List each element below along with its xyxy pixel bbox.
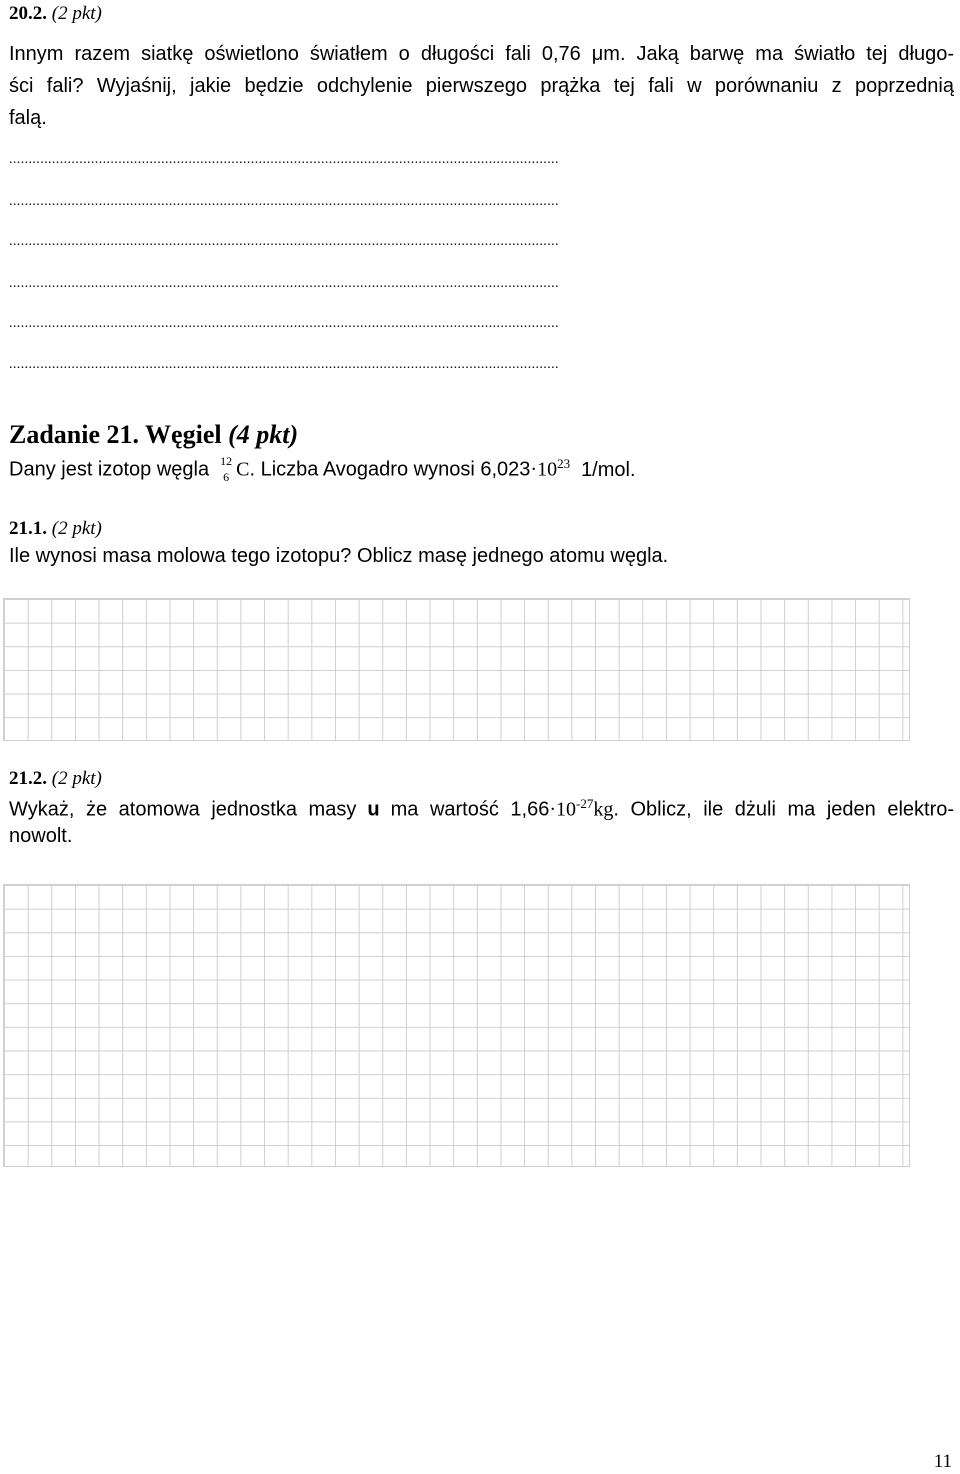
task-points: (2 pkt) (51, 3, 102, 24)
power-base: 10 (556, 798, 577, 821)
task-number: 20.2. (9, 3, 47, 24)
isotope-notation (220, 456, 236, 486)
multiply-dot: · (549, 798, 557, 821)
question-line-2: nowolt. (9, 824, 73, 847)
task-points: (2 pkt) (51, 768, 102, 789)
intro-text-a: Dany jest izotop węgla (9, 458, 210, 481)
intro-text-b: . Liczba Avogadro wynosi 6,023 (249, 458, 531, 481)
task-21-1-question: Ile wynosi masa molowa tego izotopu? Oblicz masę jednego atomu węgla. (9, 545, 669, 567)
task-20-2-question (9, 38, 954, 134)
task-21-points: (4 pkt) (228, 420, 299, 449)
q-text-b: ma wartość 1,66 (390, 798, 550, 821)
element-symbol: C (236, 458, 250, 481)
task-20-2-heading (9, 3, 102, 25)
q-unit-u: u (367, 798, 380, 821)
power-exponent: 23 (557, 456, 571, 471)
question-line-1: Innym razem siatkę oświetlono światłem o długości fali 0,76 μm. Jaką barwę ma światło tej długo- (9, 43, 954, 65)
task-21-title (9, 420, 298, 450)
task-number: 21.2. (9, 768, 47, 789)
task-number: 21.1. (9, 518, 47, 539)
answer-line-2[interactable]: ............................................................................................................................................. (9, 194, 559, 209)
task-21-2-question (9, 796, 954, 848)
answer-grid-21-2[interactable] (3, 884, 910, 1167)
task-points: (2 pkt) (51, 518, 102, 539)
answer-line-6[interactable]: ............................................................................................................................................. (9, 357, 559, 372)
page-number: 11 (933, 1451, 952, 1472)
intro-text-c: 1/mol. (581, 458, 636, 481)
question-line-1 (9, 796, 954, 822)
task-21-2-heading (9, 768, 102, 790)
answer-grid-21-1[interactable] (3, 598, 910, 741)
power-exponent: -27 (576, 796, 594, 811)
question-line-3: falą. (9, 107, 47, 129)
answer-line-3[interactable]: ............................................................................................................................................. (9, 234, 559, 249)
q-text-d: . Oblicz, ile dżuli ma jeden elektro- (613, 798, 955, 821)
answer-line-5[interactable]: ............................................................................................................................................. (9, 316, 559, 331)
task-21-intro (9, 456, 636, 490)
unit-kg: kg (593, 798, 614, 821)
q-text-a: Wykaż, że atomowa jednostka masy (9, 798, 357, 821)
task-21-title-text: Zadanie 21. Węgiel (9, 420, 222, 449)
atomic-number: 6 (223, 470, 230, 485)
answer-line-1[interactable]: ............................................................................................................................................. (9, 152, 559, 167)
mass-number: 12 (220, 454, 233, 469)
power-base: 10 (537, 458, 558, 481)
answer-line-4[interactable]: ............................................................................................................................................. (9, 276, 559, 291)
multiply-dot: · (530, 458, 538, 481)
question-line-2: ści fali? Wyjaśnij, jakie będzie odchylenie pierwszego prążka tej fali w porównaniu z poprzednią (9, 75, 954, 97)
task-21-1-heading (9, 518, 102, 540)
